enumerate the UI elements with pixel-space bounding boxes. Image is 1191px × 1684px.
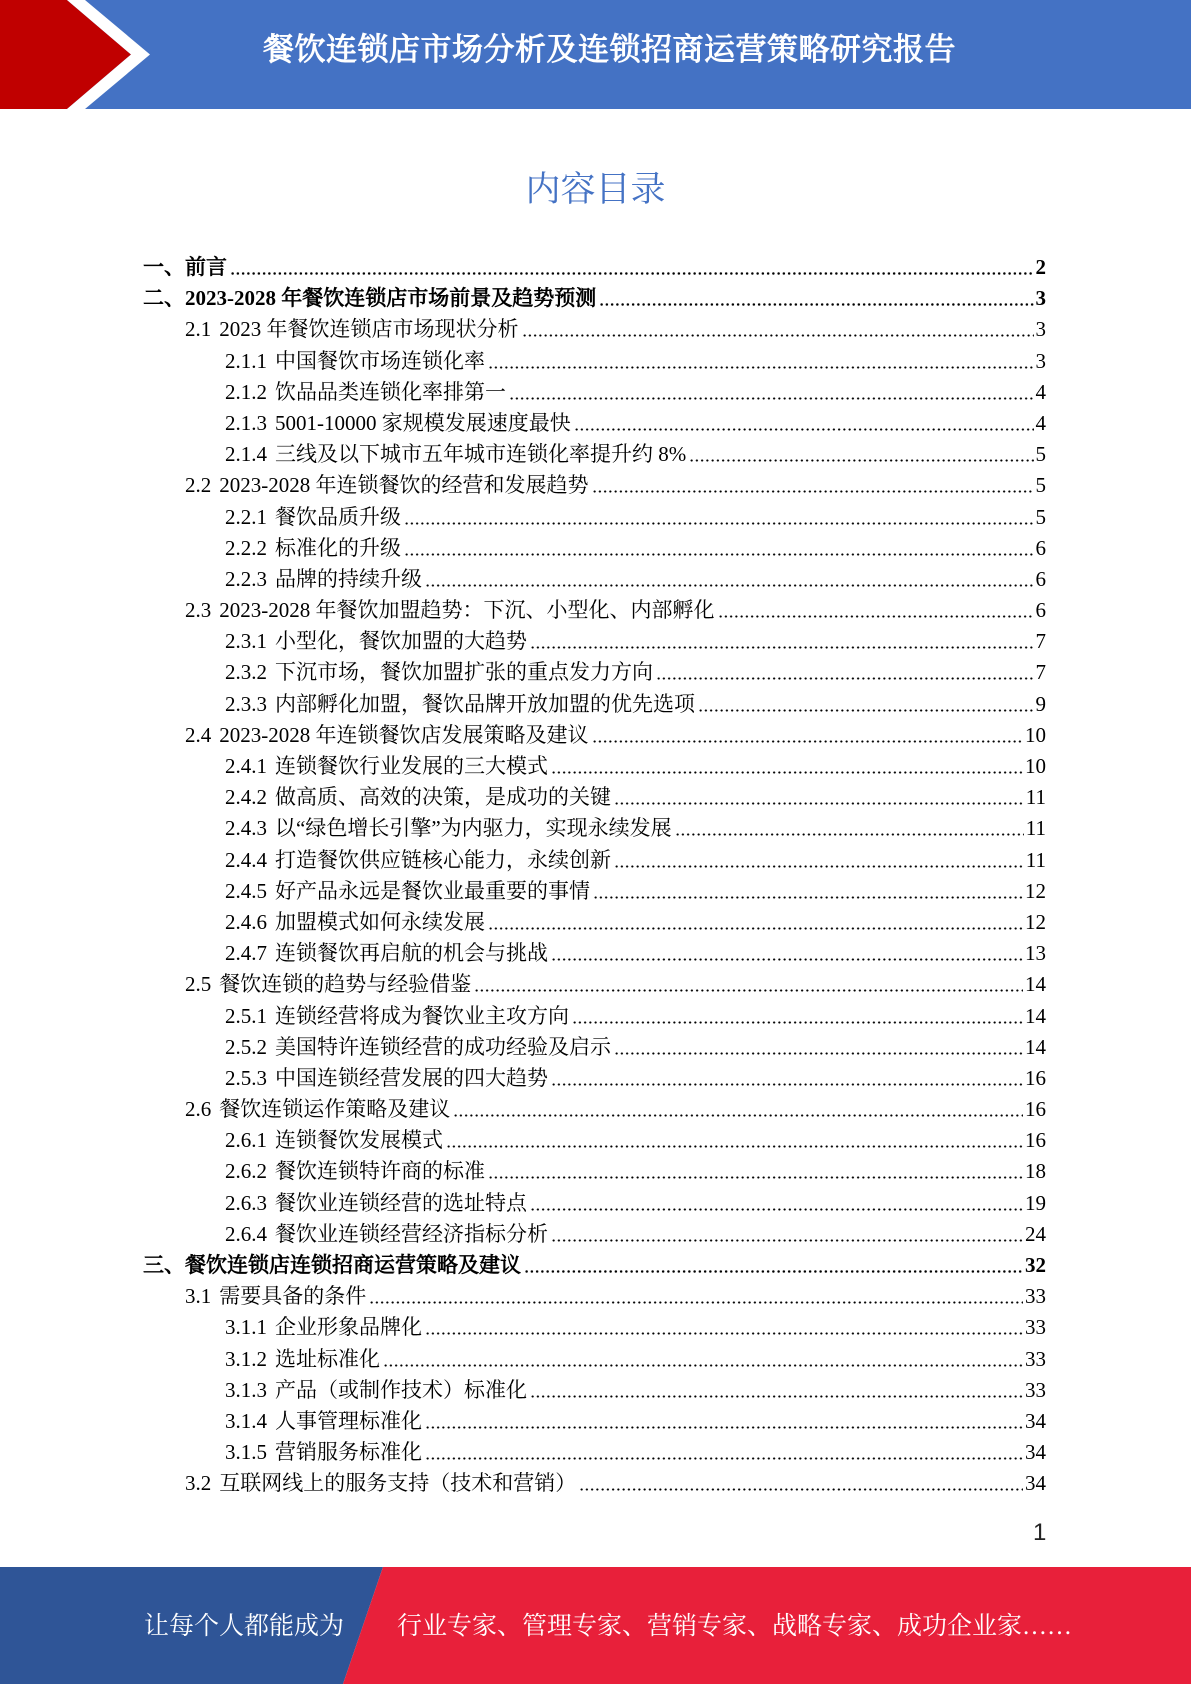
toc-entry-title: 人事管理标准化 — [275, 1408, 422, 1433]
toc-entry-title: 以“绿色增长引擎”为内驱力，实现永续发展 — [275, 816, 672, 841]
toc-entry-number: 三、 — [143, 1253, 185, 1277]
toc-entry-number: 二、 — [143, 286, 185, 311]
table-of-contents — [143, 252, 1046, 1500]
toc-entry-number: 2.5.3 — [225, 1065, 267, 1090]
toc-entry-page: 10 — [1025, 722, 1046, 747]
toc-subsection-entry[interactable] — [143, 907, 1046, 938]
toc-entry-number: 2.6 — [185, 1097, 212, 1122]
toc-entry-page: 34 — [1025, 1471, 1046, 1496]
toc-entry-title: 前言 — [185, 255, 227, 279]
toc-dot-leader — [572, 1001, 1023, 1032]
toc-entry-title: 好产品永远是餐饮业最重要的事情 — [275, 878, 590, 903]
toc-subsection-entry[interactable] — [143, 845, 1046, 876]
toc-chapter-entry[interactable] — [143, 1250, 1046, 1281]
toc-entry-title: 2023-2028 年餐饮连锁店市场前景及趋势预测 — [185, 286, 597, 311]
toc-dot-leader — [614, 782, 1024, 813]
toc-entry-number: 2.4 — [185, 722, 212, 747]
toc-entry-number: 3.1.2 — [225, 1346, 267, 1371]
toc-entry-number: 3.1.3 — [225, 1377, 267, 1402]
toc-entry-number: 2.3.3 — [225, 691, 267, 716]
toc-dot-leader — [488, 346, 1034, 377]
toc-entry-number: 一、 — [143, 255, 185, 279]
toc-subsection-entry[interactable] — [143, 876, 1046, 907]
toc-entry-title: 小型化，餐饮加盟的大趋势 — [275, 629, 527, 654]
toc-entry-number: 2.1.2 — [225, 379, 267, 404]
toc-subsection-entry[interactable] — [143, 502, 1046, 533]
toc-dot-leader — [383, 1344, 1023, 1375]
toc-entry-page: 18 — [1025, 1159, 1046, 1184]
toc-subsection-entry[interactable] — [143, 938, 1046, 969]
toc-entry-number: 2.2 — [185, 473, 212, 498]
toc-subsection-entry[interactable] — [143, 377, 1046, 408]
toc-chapter-entry[interactable] — [143, 252, 1046, 283]
toc-subsection-entry[interactable] — [143, 1344, 1046, 1375]
toc-subsection-entry[interactable] — [143, 1219, 1046, 1250]
toc-entry-title: 选址标准化 — [275, 1346, 380, 1371]
toc-dot-leader — [369, 1281, 1023, 1312]
toc-entry-page: 5 — [1035, 504, 1046, 529]
toc-section-entry[interactable] — [143, 314, 1046, 345]
toc-entry-title: 2023 年餐饮连锁店市场现状分析 — [219, 317, 519, 342]
toc-subsection-entry[interactable] — [143, 657, 1046, 688]
toc-section-entry[interactable] — [143, 595, 1046, 626]
toc-entry-page: 33 — [1025, 1284, 1046, 1309]
toc-entry-title: 中国餐饮市场连锁化率 — [275, 348, 485, 373]
toc-entry-page: 19 — [1025, 1190, 1046, 1215]
report-title: 餐饮连锁店市场分析及连锁招商运营策略研究报告 — [263, 32, 956, 67]
toc-entry-page: 12 — [1025, 909, 1046, 934]
toc-dot-leader — [592, 720, 1024, 751]
toc-subsection-entry[interactable] — [143, 689, 1046, 720]
toc-entry-title: 连锁餐饮发展模式 — [275, 1128, 443, 1153]
toc-entry-page: 33 — [1025, 1346, 1046, 1371]
toc-entry-number: 2.4.1 — [225, 754, 267, 778]
toc-entry-number: 3.1.1 — [225, 1315, 267, 1340]
toc-subsection-entry[interactable] — [143, 1156, 1046, 1187]
toc-section-entry[interactable] — [143, 720, 1046, 751]
toc-dot-leader — [453, 1094, 1023, 1125]
toc-subsection-entry[interactable] — [143, 1063, 1046, 1094]
toc-entry-number: 2.5.1 — [225, 1003, 267, 1028]
toc-subsection-entry[interactable] — [143, 1437, 1046, 1468]
toc-dot-leader — [689, 439, 1033, 470]
toc-entry-title: 2023-2028 年连锁餐饮的经营和发展趋势 — [219, 473, 589, 498]
toc-dot-leader — [551, 1219, 1023, 1250]
toc-entry-title: 5001-10000 家规模发展速度最快 — [275, 410, 571, 435]
toc-entry-page: 33 — [1025, 1315, 1046, 1340]
toc-entry-number: 2.6.2 — [225, 1159, 267, 1184]
toc-dot-leader — [522, 314, 1034, 345]
toc-dot-leader — [425, 1312, 1023, 1343]
toc-entry-number: 2.3.1 — [225, 629, 267, 654]
toc-section-entry[interactable] — [143, 1468, 1046, 1499]
toc-dot-leader — [404, 502, 1034, 533]
toc-entry-page: 24 — [1025, 1221, 1046, 1246]
toc-dot-leader — [530, 1375, 1023, 1406]
toc-entry-page: 10 — [1025, 754, 1046, 778]
toc-dot-leader — [718, 595, 1034, 626]
toc-heading: 内容目录 — [525, 170, 666, 209]
toc-entry-number: 2.1.1 — [225, 348, 267, 373]
toc-entry-title: 下沉市场，餐饮加盟扩张的重点发力方向 — [275, 660, 653, 685]
toc-dot-leader — [614, 1032, 1023, 1063]
footer-slogan-right: 行业专家、管理专家、营销专家、战略专家、成功企业家…… — [397, 1613, 1073, 1640]
toc-entry-number: 2.4.6 — [225, 909, 267, 934]
toc-entry-page: 6 — [1035, 535, 1046, 560]
toc-section-entry[interactable] — [143, 470, 1046, 501]
toc-dot-leader — [488, 1156, 1023, 1187]
toc-dot-leader — [551, 1063, 1023, 1094]
toc-subsection-entry[interactable] — [143, 782, 1046, 813]
toc-entry-number: 2.6.3 — [225, 1190, 267, 1215]
toc-section-entry[interactable] — [143, 969, 1046, 1000]
toc-entry-page: 4 — [1035, 410, 1046, 435]
toc-entry-number: 2.6.4 — [225, 1221, 267, 1246]
toc-dot-leader — [551, 938, 1023, 969]
toc-entry-number: 3.1.5 — [225, 1440, 267, 1465]
toc-dot-leader — [614, 845, 1024, 876]
header-banner — [0, 0, 1191, 109]
toc-entry-title: 餐饮业连锁经营经济指标分析 — [275, 1221, 548, 1246]
toc-entry-number: 2.4.3 — [225, 816, 267, 841]
toc-dot-leader — [698, 689, 1034, 720]
toc-entry-title: 需要具备的条件 — [219, 1284, 367, 1309]
toc-subsection-entry[interactable] — [143, 1188, 1046, 1219]
toc-subsection-entry[interactable] — [143, 1001, 1046, 1032]
toc-entry-title: 营销服务标准化 — [275, 1440, 422, 1465]
toc-entry-title: 2023-2028 年餐饮加盟趋势：下沉、小型化、内部孵化 — [219, 598, 715, 623]
toc-dot-leader — [574, 408, 1034, 439]
toc-entry-title: 企业形象品牌化 — [275, 1315, 422, 1340]
toc-entry-number: 2.4.2 — [225, 785, 267, 810]
toc-dot-leader — [593, 876, 1023, 907]
toc-entry-title: 连锁餐饮再启航的机会与挑战 — [275, 941, 548, 966]
toc-entry-title: 连锁经营将成为餐饮业主攻方向 — [275, 1003, 569, 1028]
toc-entry-title: 2023-2028 年连锁餐饮店发展策略及建议 — [219, 722, 589, 747]
toc-dot-leader — [579, 1468, 1023, 1499]
toc-entry-page: 14 — [1025, 1003, 1046, 1028]
toc-entry-page: 7 — [1035, 660, 1046, 685]
toc-entry-page: 9 — [1035, 691, 1046, 716]
toc-entry-title: 三线及以下城市五年城市连锁化率提升约 8% — [275, 442, 687, 467]
footer-banner — [0, 1567, 1191, 1684]
toc-subsection-entry[interactable] — [143, 1125, 1046, 1156]
toc-entry-page: 14 — [1025, 972, 1046, 997]
toc-subsection-entry[interactable] — [143, 813, 1046, 844]
toc-entry-page: 5 — [1035, 473, 1046, 498]
toc-subsection-entry[interactable] — [143, 439, 1046, 470]
toc-dot-leader — [230, 252, 1034, 283]
toc-dot-leader — [488, 907, 1023, 938]
toc-dot-leader — [524, 1250, 1023, 1281]
toc-entry-number: 3.1 — [185, 1284, 212, 1309]
toc-entry-page: 6 — [1035, 566, 1046, 591]
toc-subsection-entry[interactable] — [143, 1406, 1046, 1437]
toc-entry-number: 2.4.4 — [225, 847, 267, 872]
toc-entry-page: 14 — [1025, 1034, 1046, 1059]
toc-entry-title: 做高质、高效的决策，是成功的关键 — [275, 785, 611, 810]
toc-entry-page: 6 — [1035, 598, 1046, 623]
toc-dot-leader — [425, 1406, 1023, 1437]
toc-section-entry[interactable] — [143, 1281, 1046, 1312]
toc-entry-number: 2.2.1 — [225, 504, 267, 529]
toc-entry-title: 餐饮连锁店连锁招商运营策略及建议 — [185, 1253, 521, 1277]
toc-entry-title: 互联网线上的服务支持（技术和营销） — [219, 1471, 577, 1496]
toc-entry-page: 12 — [1025, 878, 1046, 903]
page-number: 1 — [1033, 1519, 1047, 1546]
toc-subsection-entry[interactable] — [143, 533, 1046, 564]
toc-entry-page: 16 — [1025, 1097, 1046, 1122]
toc-entry-page: 4 — [1035, 379, 1046, 404]
toc-entry-number: 3.1.4 — [225, 1408, 267, 1433]
toc-entry-number: 2.1.3 — [225, 410, 267, 435]
toc-entry-number: 2.3 — [185, 598, 212, 623]
toc-entry-title: 产品（或制作技术）标准化 — [275, 1377, 527, 1402]
toc-dot-leader — [509, 377, 1034, 408]
toc-entry-page: 13 — [1025, 941, 1046, 966]
toc-entry-number: 2.4.7 — [225, 941, 267, 966]
toc-entry-number: 2.3.2 — [225, 660, 267, 685]
toc-entry-page: 3 — [1035, 286, 1046, 311]
toc-entry-title: 中国连锁经营发展的四大趋势 — [275, 1065, 548, 1090]
toc-entry-page: 11 — [1025, 816, 1046, 841]
toc-entry-number: 2.6.1 — [225, 1128, 267, 1153]
toc-entry-title: 加盟模式如何永续发展 — [275, 909, 485, 934]
toc-entry-page: 16 — [1025, 1128, 1046, 1153]
toc-dot-leader — [592, 470, 1034, 501]
toc-dot-leader — [446, 1125, 1023, 1156]
toc-dot-leader — [656, 657, 1034, 688]
toc-subsection-entry[interactable] — [143, 1032, 1046, 1063]
toc-entry-title: 打造餐饮供应链核心能力，永续创新 — [275, 847, 611, 872]
toc-entry-title: 餐饮连锁特许商的标准 — [275, 1159, 485, 1184]
toc-entry-number: 2.2.3 — [225, 566, 267, 591]
toc-entry-page: 33 — [1025, 1377, 1046, 1402]
toc-entry-page: 34 — [1025, 1408, 1046, 1433]
toc-entry-page: 2 — [1035, 255, 1046, 279]
toc-entry-title: 美国特许连锁经营的成功经验及启示 — [275, 1034, 611, 1059]
toc-dot-leader — [474, 969, 1023, 1000]
toc-entry-page: 3 — [1035, 317, 1046, 342]
toc-subsection-entry[interactable] — [143, 1312, 1046, 1343]
toc-entry-title: 餐饮业连锁经营的选址特点 — [275, 1190, 527, 1215]
toc-entry-title: 餐饮连锁运作策略及建议 — [219, 1097, 451, 1122]
toc-entry-page: 34 — [1025, 1440, 1046, 1465]
toc-entry-number: 3.2 — [185, 1471, 212, 1496]
toc-entry-title: 内部孵化加盟，餐饮品牌开放加盟的优先选项 — [275, 691, 695, 716]
toc-subsection-entry[interactable] — [143, 408, 1046, 439]
toc-dot-leader — [530, 1188, 1023, 1219]
toc-entry-number: 2.4.5 — [225, 878, 267, 903]
toc-entry-page: 32 — [1025, 1253, 1046, 1277]
toc-dot-leader — [404, 533, 1034, 564]
toc-dot-leader — [425, 1437, 1023, 1468]
toc-subsection-entry[interactable] — [143, 346, 1046, 377]
toc-entry-title: 品牌的持续升级 — [275, 566, 422, 591]
toc-chapter-entry[interactable] — [143, 283, 1046, 314]
toc-entry-page: 11 — [1025, 785, 1046, 810]
toc-entry-number: 2.1 — [185, 317, 212, 342]
toc-subsection-entry[interactable] — [143, 564, 1046, 595]
toc-entry-page: 7 — [1035, 629, 1046, 654]
toc-entry-title: 连锁餐饮行业发展的三大模式 — [275, 754, 548, 778]
toc-entry-page: 11 — [1025, 847, 1046, 872]
toc-entry-number: 2.2.2 — [225, 535, 267, 560]
toc-entry-number: 2.1.4 — [225, 442, 267, 467]
toc-entry-title: 餐饮品质升级 — [275, 504, 401, 529]
toc-section-entry[interactable] — [143, 1094, 1046, 1125]
toc-entry-number: 2.5.2 — [225, 1034, 267, 1059]
toc-entry-title: 餐饮连锁的趋势与经验借鉴 — [219, 972, 472, 997]
toc-entry-page: 3 — [1035, 348, 1046, 373]
toc-dot-leader — [425, 564, 1034, 595]
toc-dot-leader — [675, 813, 1024, 844]
toc-dot-leader — [551, 751, 1023, 782]
footer-slogan-left: 让每个人都能成为 — [144, 1613, 345, 1640]
toc-subsection-entry[interactable] — [143, 626, 1046, 657]
toc-entry-title: 标准化的升级 — [275, 535, 401, 560]
toc-subsection-entry[interactable] — [143, 1375, 1046, 1406]
toc-dot-leader — [530, 626, 1034, 657]
toc-entry-page: 16 — [1025, 1065, 1046, 1090]
toc-entry-title: 饮品品类连锁化率排第一 — [275, 379, 506, 404]
toc-subsection-entry[interactable] — [143, 751, 1046, 782]
toc-entry-number: 2.5 — [185, 972, 212, 997]
toc-entry-page: 5 — [1035, 442, 1046, 467]
toc-dot-leader — [599, 283, 1033, 314]
